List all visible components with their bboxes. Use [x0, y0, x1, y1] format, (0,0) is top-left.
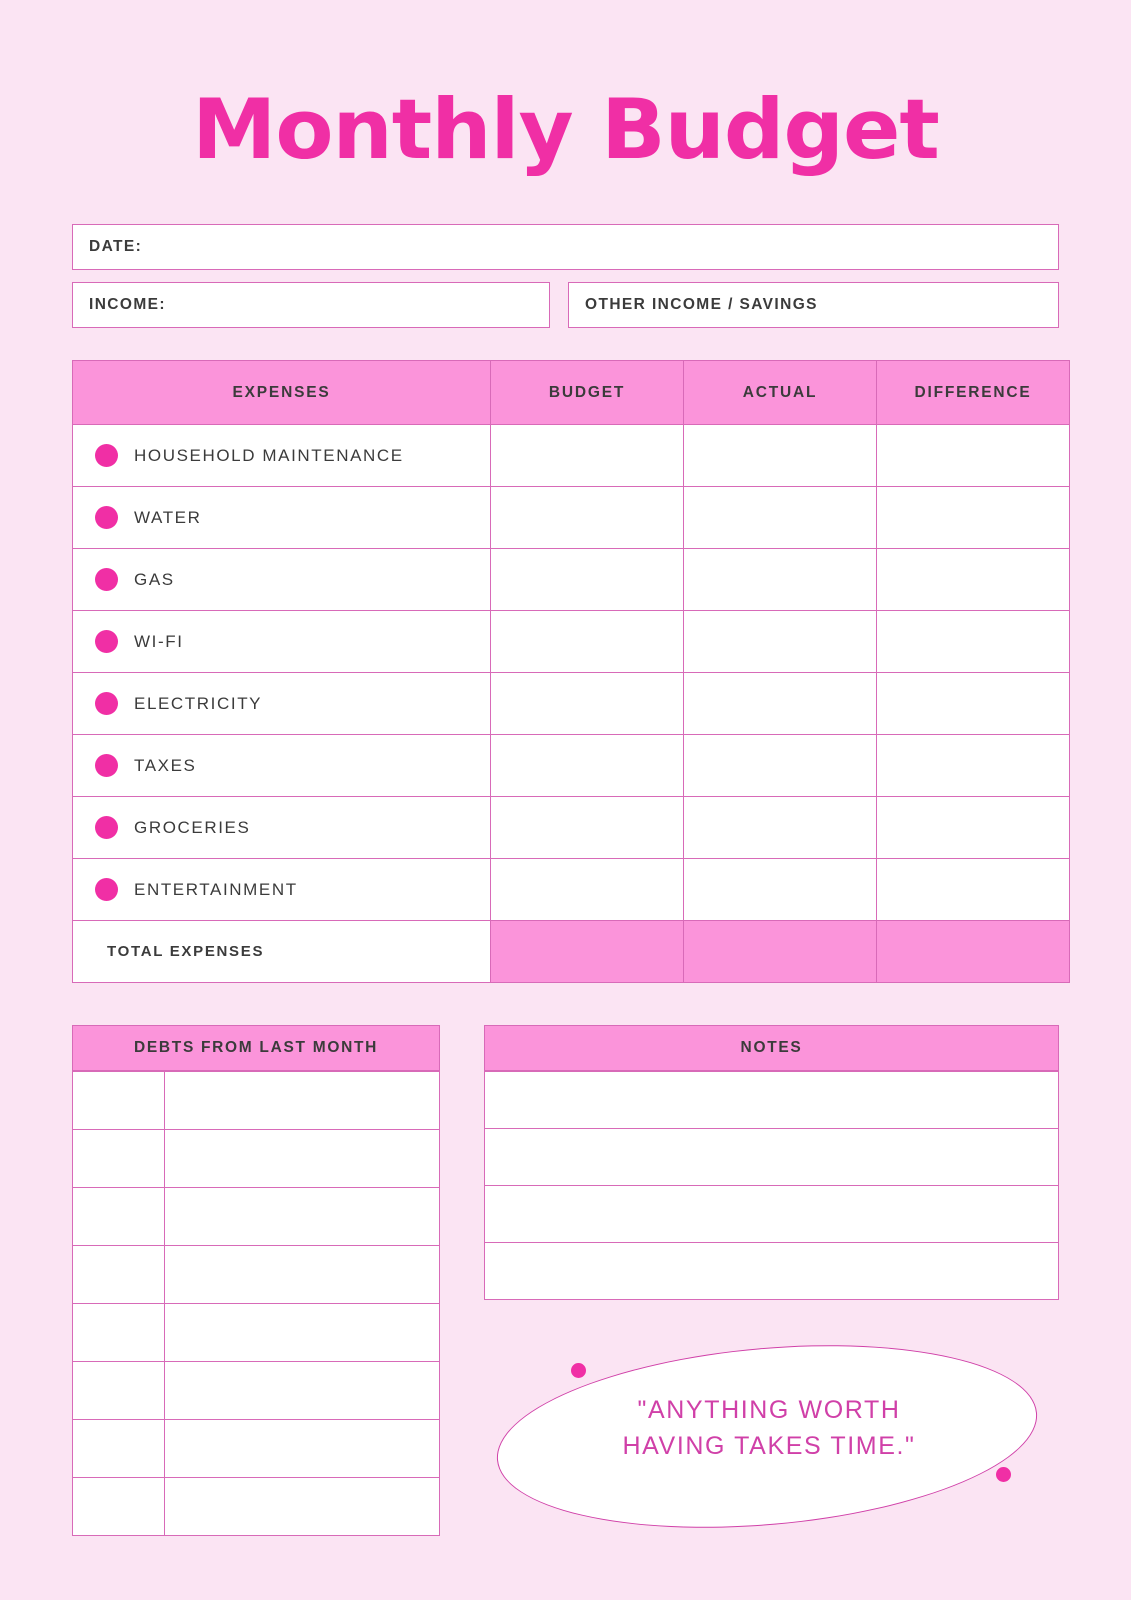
debts-table [72, 1071, 440, 1536]
debt-description-cell[interactable] [165, 1478, 440, 1536]
expenses-header-row [73, 361, 1070, 425]
debt-amount-cell[interactable] [73, 1130, 165, 1188]
debt-description-cell[interactable] [165, 1072, 440, 1130]
budget-input-cell[interactable] [491, 487, 684, 549]
income-label: INCOME: [89, 296, 166, 313]
debt-amount-cell[interactable] [73, 1188, 165, 1246]
notes-title: NOTES [484, 1025, 1059, 1071]
expense-label: ENTERTAINMENT [134, 879, 298, 899]
actual-input-cell[interactable] [684, 859, 877, 921]
note-line-cell[interactable] [485, 1186, 1059, 1243]
total-actual-cell[interactable] [684, 921, 877, 983]
difference-input-cell[interactable] [877, 549, 1070, 611]
page-title: Monthly Budget [192, 81, 939, 178]
debt-description-cell[interactable] [165, 1130, 440, 1188]
difference-input-cell[interactable] [877, 487, 1070, 549]
actual-input-cell[interactable] [684, 673, 877, 735]
date-row [72, 224, 1059, 270]
debt-amount-cell[interactable] [73, 1362, 165, 1420]
expenses-table [72, 360, 1070, 983]
bullet-dot-icon [95, 630, 118, 653]
expense-category-cell [73, 797, 491, 859]
quote-line-2: HAVING TAKES TIME." [622, 1432, 916, 1461]
bullet-dot-icon [95, 816, 118, 839]
budget-input-cell[interactable] [491, 549, 684, 611]
bullet-dot-icon [95, 878, 118, 901]
debt-amount-cell[interactable] [73, 1072, 165, 1130]
bottom-section [72, 1025, 1059, 1540]
table-row [73, 1304, 440, 1362]
debt-description-cell[interactable] [165, 1246, 440, 1304]
income-field[interactable] [72, 282, 550, 328]
table-row [73, 1420, 440, 1478]
column-header-expenses: EXPENSES [73, 361, 491, 425]
quote-dot-icon-top [571, 1363, 586, 1378]
actual-input-cell[interactable] [684, 611, 877, 673]
quote-text [544, 1392, 994, 1465]
list-item [485, 1243, 1059, 1300]
debt-description-cell[interactable] [165, 1188, 440, 1246]
quote-line-1: "ANYTHING WORTH [637, 1396, 901, 1424]
income-row [72, 282, 1059, 328]
expense-label: ELECTRICITY [134, 693, 263, 713]
notes-table [484, 1071, 1059, 1300]
budget-input-cell[interactable] [491, 859, 684, 921]
debts-title: DEBTS FROM LAST MONTH [72, 1025, 440, 1071]
table-row [73, 1188, 440, 1246]
difference-input-cell[interactable] [877, 611, 1070, 673]
total-expenses-row [73, 921, 1070, 983]
quote-section [484, 1340, 1059, 1540]
date-field[interactable] [72, 224, 1059, 270]
total-budget-cell[interactable] [491, 921, 684, 983]
note-line-cell[interactable] [485, 1072, 1059, 1129]
expense-label: GROCERIES [134, 817, 251, 837]
note-line-cell[interactable] [485, 1243, 1059, 1300]
debt-amount-cell[interactable] [73, 1420, 165, 1478]
expense-category-cell [73, 487, 491, 549]
expense-category-cell [73, 549, 491, 611]
debt-amount-cell[interactable] [73, 1246, 165, 1304]
difference-input-cell[interactable] [877, 797, 1070, 859]
other-income-field[interactable] [568, 282, 1059, 328]
column-header-actual: ACTUAL [684, 361, 877, 425]
table-row [73, 673, 1070, 735]
difference-input-cell[interactable] [877, 859, 1070, 921]
list-item [485, 1186, 1059, 1243]
expense-label: HOUSEHOLD MAINTENANCE [134, 445, 404, 465]
debt-description-cell[interactable] [165, 1304, 440, 1362]
table-row [73, 735, 1070, 797]
table-row [73, 859, 1070, 921]
expense-category-cell [73, 425, 491, 487]
budget-input-cell[interactable] [491, 735, 684, 797]
list-item [485, 1072, 1059, 1129]
table-row [73, 487, 1070, 549]
actual-input-cell[interactable] [684, 425, 877, 487]
date-label: DATE: [89, 238, 143, 255]
bullet-dot-icon [95, 506, 118, 529]
table-row [73, 549, 1070, 611]
top-fields [72, 171, 1059, 328]
note-line-cell[interactable] [485, 1129, 1059, 1186]
bullet-dot-icon [95, 568, 118, 591]
expense-label: WATER [134, 507, 202, 527]
expense-category-cell [73, 859, 491, 921]
actual-input-cell[interactable] [684, 487, 877, 549]
bullet-dot-icon [95, 754, 118, 777]
actual-input-cell[interactable] [684, 735, 877, 797]
expense-label: GAS [134, 569, 175, 589]
total-expenses-label: TOTAL EXPENSES [73, 921, 491, 983]
actual-input-cell[interactable] [684, 549, 877, 611]
expense-category-cell [73, 611, 491, 673]
budget-input-cell[interactable] [491, 797, 684, 859]
list-item [485, 1129, 1059, 1186]
quote-dot-icon-bottom [996, 1467, 1011, 1482]
table-row [73, 1478, 440, 1536]
table-row [73, 1362, 440, 1420]
difference-input-cell[interactable] [877, 673, 1070, 735]
table-row [73, 611, 1070, 673]
debt-description-cell[interactable] [165, 1362, 440, 1420]
debts-panel [72, 1025, 440, 1536]
table-row [73, 797, 1070, 859]
right-column [484, 1025, 1059, 1540]
table-row [73, 1246, 440, 1304]
difference-input-cell[interactable] [877, 425, 1070, 487]
difference-input-cell[interactable] [877, 735, 1070, 797]
budget-input-cell[interactable] [491, 425, 684, 487]
expense-category-cell [73, 735, 491, 797]
total-difference-cell[interactable] [877, 921, 1070, 983]
debt-amount-cell[interactable] [73, 1478, 165, 1536]
table-row [73, 1072, 440, 1130]
expense-label: WI-FI [134, 631, 184, 651]
debt-description-cell[interactable] [165, 1420, 440, 1478]
debt-amount-cell[interactable] [73, 1304, 165, 1362]
expense-category-cell [73, 673, 491, 735]
budget-input-cell[interactable] [491, 611, 684, 673]
expense-label: TAXES [134, 755, 197, 775]
bullet-dot-icon [95, 692, 118, 715]
column-header-difference: DIFFERENCE [877, 361, 1070, 425]
budget-input-cell[interactable] [491, 673, 684, 735]
table-row [73, 1130, 440, 1188]
actual-input-cell[interactable] [684, 797, 877, 859]
bullet-dot-icon [95, 444, 118, 467]
other-income-label: OTHER INCOME / SAVINGS [585, 296, 818, 313]
table-row [73, 425, 1070, 487]
column-header-budget: BUDGET [491, 361, 684, 425]
